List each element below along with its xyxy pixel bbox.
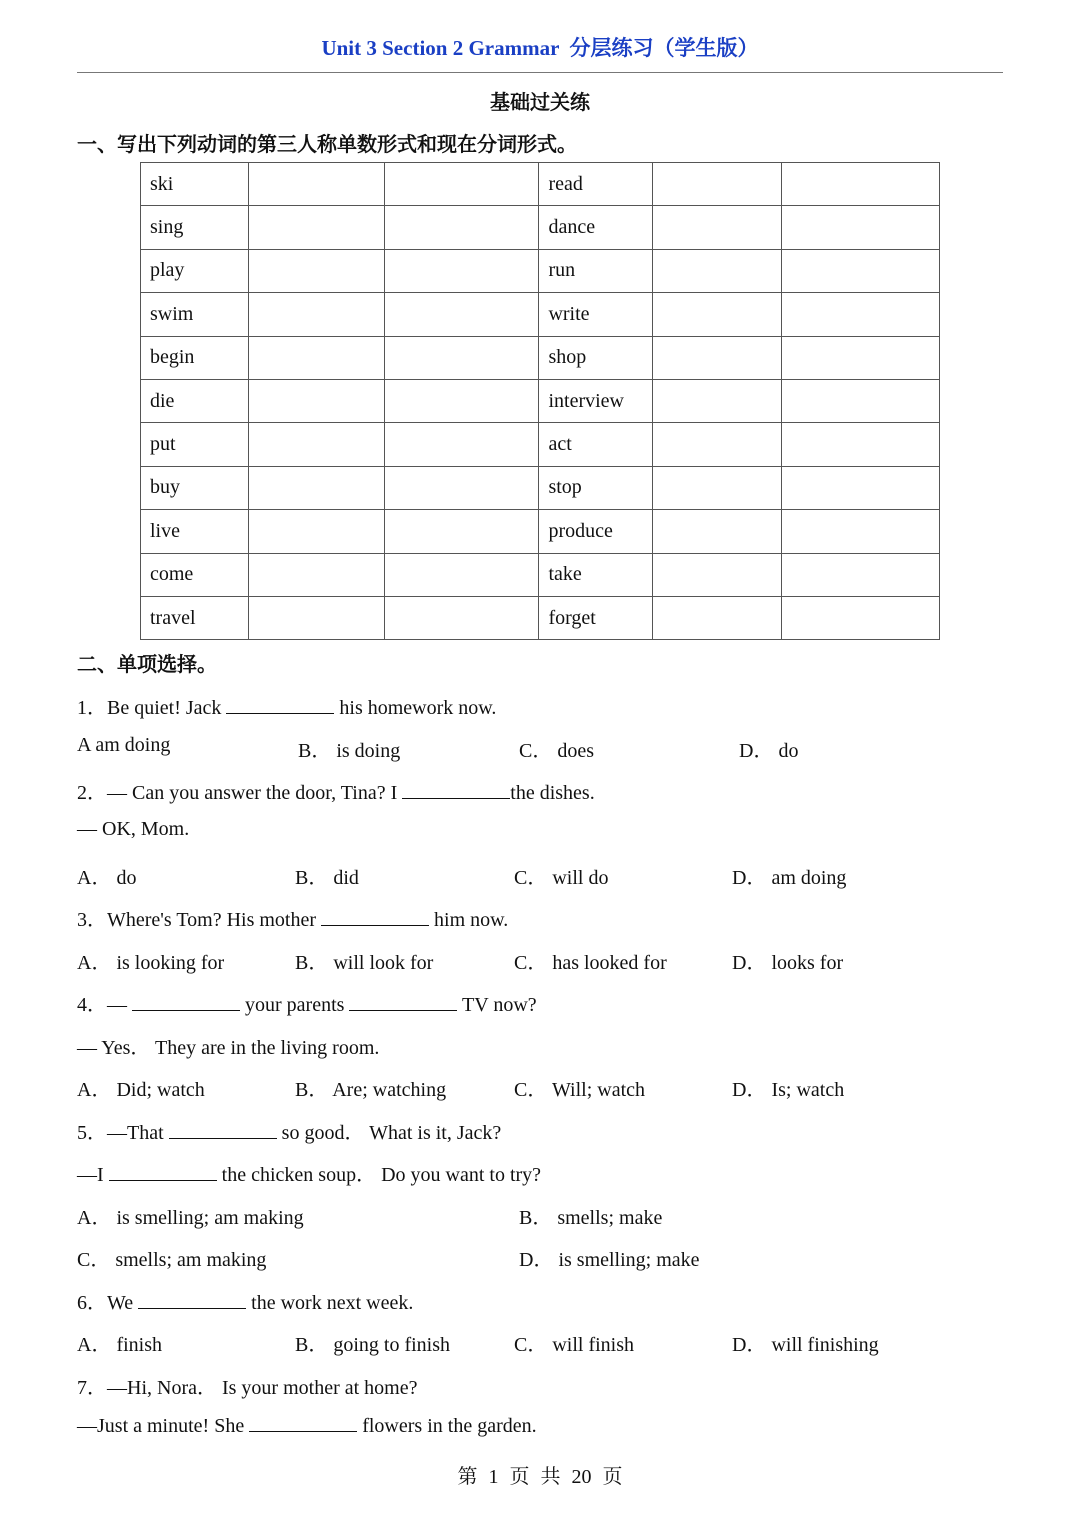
third-person-answer-cell[interactable] <box>653 336 782 379</box>
question-6-text: 6．We <box>77 1292 139 1314</box>
present-participle-answer-cell[interactable] <box>782 510 940 553</box>
verb-cell: shop <box>539 336 653 379</box>
answer-blank[interactable] <box>132 992 240 1011</box>
third-person-answer-cell[interactable] <box>248 466 384 509</box>
present-participle-answer-cell[interactable] <box>782 466 940 509</box>
q5-option-a: A． is smelling; am making <box>77 1207 304 1229</box>
page-header: Unit 3 Section 2 Grammar 分层练习（学生版） <box>321 36 759 60</box>
third-person-answer-cell[interactable] <box>653 206 782 249</box>
third-person-answer-cell[interactable] <box>248 163 384 206</box>
answer-blank[interactable] <box>349 992 457 1011</box>
present-participle-answer-cell[interactable] <box>384 206 539 249</box>
q2-option-a: A． do <box>77 867 137 889</box>
question-1-text: 1．Be quiet! Jack <box>77 697 227 719</box>
q1-option-b: B． is doing <box>298 740 401 762</box>
verb-cell: stop <box>539 466 653 509</box>
answer-blank[interactable] <box>402 780 510 799</box>
question-3-text: 3．Where's Tom? His mother <box>77 909 322 931</box>
verb-cell: buy <box>141 466 249 509</box>
present-participle-answer-cell[interactable] <box>384 423 539 466</box>
q4-option-d: D． Is; watch <box>732 1079 845 1101</box>
third-person-answer-cell[interactable] <box>248 379 384 422</box>
present-participle-answer-cell[interactable] <box>384 249 539 292</box>
question-4-text-end: TV now? <box>457 994 537 1016</box>
question-5-text: 5．—That <box>77 1122 169 1144</box>
q5-option-d: D． is smelling; make <box>519 1249 700 1271</box>
q6-option-d: D． will finishing <box>732 1334 879 1356</box>
question-4 <box>77 988 537 1017</box>
question-2-text-end: the dishes. <box>510 782 595 804</box>
q1-option-a: A am doing <box>77 734 171 756</box>
third-person-answer-cell[interactable] <box>653 596 782 639</box>
verb-cell: come <box>141 553 249 596</box>
answer-blank[interactable] <box>138 1290 246 1309</box>
verb-cell: play <box>141 249 249 292</box>
question-5-reply-text: —I <box>77 1164 109 1186</box>
verb-table-row <box>141 336 940 379</box>
present-participle-answer-cell[interactable] <box>384 379 539 422</box>
verb-table-row <box>141 163 940 206</box>
present-participle-answer-cell[interactable] <box>384 293 539 336</box>
verb-cell: ski <box>141 163 249 206</box>
q3-option-c: C． has looked for <box>514 952 667 974</box>
verb-table-row <box>141 510 940 553</box>
third-person-answer-cell[interactable] <box>248 336 384 379</box>
verb-cell: live <box>141 510 249 553</box>
verb-cell: interview <box>539 379 653 422</box>
present-participle-answer-cell[interactable] <box>384 596 539 639</box>
present-participle-answer-cell[interactable] <box>384 553 539 596</box>
question-2-reply: — OK, Mom. <box>77 818 190 840</box>
verb-table-row <box>141 466 940 509</box>
verb-table-row <box>141 423 940 466</box>
answer-blank[interactable] <box>249 1413 357 1432</box>
question-6 <box>77 1286 413 1315</box>
q2-option-c: C． will do <box>514 867 609 889</box>
third-person-answer-cell[interactable] <box>248 293 384 336</box>
question-5-reply <box>77 1158 541 1187</box>
q5-option-b: B． smells; make <box>519 1207 663 1229</box>
present-participle-answer-cell[interactable] <box>782 379 940 422</box>
third-person-answer-cell[interactable] <box>653 423 782 466</box>
question-5-reply-end: the chicken soup． Do you want to try? <box>216 1164 542 1186</box>
question-5 <box>77 1116 501 1145</box>
present-participle-answer-cell[interactable] <box>782 553 940 596</box>
third-person-answer-cell[interactable] <box>248 423 384 466</box>
verb-cell: write <box>539 293 653 336</box>
question-6-text-end: the work next week. <box>246 1292 414 1314</box>
verb-cell: travel <box>141 596 249 639</box>
header-rule <box>77 72 1003 73</box>
q6-option-a: A． finish <box>77 1334 162 1356</box>
third-person-answer-cell[interactable] <box>653 249 782 292</box>
verb-cell: dance <box>539 206 653 249</box>
answer-blank[interactable] <box>321 907 429 926</box>
answer-blank[interactable] <box>169 1120 277 1139</box>
question-5-text-end: so good． What is it, Jack? <box>276 1122 502 1144</box>
verb-cell: forget <box>539 596 653 639</box>
question-1-text-end: his homework now. <box>334 697 497 719</box>
page-subtitle: 基础过关练 <box>490 92 590 114</box>
q3-option-d: D． looks for <box>732 952 844 974</box>
question-4-text-mid: your parents <box>240 994 350 1016</box>
verb-table-row <box>141 293 940 336</box>
verb-table <box>140 162 940 640</box>
third-person-answer-cell[interactable] <box>248 249 384 292</box>
verb-table-row <box>141 206 940 249</box>
third-person-answer-cell[interactable] <box>653 379 782 422</box>
present-participle-answer-cell[interactable] <box>782 596 940 639</box>
question-1 <box>77 691 496 720</box>
q3-option-a: A． is looking for <box>77 952 225 974</box>
third-person-answer-cell[interactable] <box>248 553 384 596</box>
q2-option-b: B． did <box>295 867 359 889</box>
verb-cell: put <box>141 423 249 466</box>
present-participle-answer-cell[interactable] <box>782 163 940 206</box>
present-participle-answer-cell[interactable] <box>782 293 940 336</box>
present-participle-answer-cell[interactable] <box>384 466 539 509</box>
question-4-reply: — Yes． They are in the living room. <box>77 1037 380 1059</box>
question-7-reply <box>77 1413 537 1438</box>
section1-title: 一、写出下列动词的第三人称单数形式和现在分词形式。 <box>77 134 577 156</box>
q6-option-b: B． going to finish <box>295 1334 451 1356</box>
verb-cell: take <box>539 553 653 596</box>
question-4-text: 4．— <box>77 994 132 1016</box>
q2-option-d: D． am doing <box>732 867 847 889</box>
q3-option-b: B． will look for <box>295 952 434 974</box>
answer-blank[interactable] <box>109 1162 217 1181</box>
verb-cell: read <box>539 163 653 206</box>
question-3 <box>77 903 508 932</box>
present-participle-answer-cell[interactable] <box>782 206 940 249</box>
q4-option-a: A． Did; watch <box>77 1079 205 1101</box>
verb-table-row <box>141 553 940 596</box>
answer-blank[interactable] <box>226 695 334 714</box>
third-person-answer-cell[interactable] <box>653 466 782 509</box>
q6-option-c: C． will finish <box>514 1334 635 1356</box>
verb-cell: run <box>539 249 653 292</box>
verb-cell: begin <box>141 336 249 379</box>
question-7-reply-text: —Just a minute! She <box>77 1415 250 1437</box>
present-participle-answer-cell[interactable] <box>782 336 940 379</box>
verb-cell: swim <box>141 293 249 336</box>
verb-cell: act <box>539 423 653 466</box>
third-person-answer-cell[interactable] <box>653 293 782 336</box>
verb-cell: sing <box>141 206 249 249</box>
question-7: 7．—Hi, Nora． Is your mother at home? <box>77 1377 418 1399</box>
page-footer: 第 1 页 共 20 页 <box>457 1466 623 1488</box>
question-2-text: 2．— Can you answer the door, Tina? I <box>77 782 403 804</box>
verb-table-row <box>141 596 940 639</box>
third-person-answer-cell[interactable] <box>653 553 782 596</box>
present-participle-answer-cell[interactable] <box>384 336 539 379</box>
q1-option-c: C． does <box>519 740 594 762</box>
verb-table-row <box>141 379 940 422</box>
third-person-answer-cell[interactable] <box>248 596 384 639</box>
third-person-answer-cell[interactable] <box>248 206 384 249</box>
present-participle-answer-cell[interactable] <box>782 249 940 292</box>
q5-option-c: C． smells; am making <box>77 1249 267 1271</box>
third-person-answer-cell[interactable] <box>653 163 782 206</box>
present-participle-answer-cell[interactable] <box>384 510 539 553</box>
verb-cell: produce <box>539 510 653 553</box>
question-7-reply-end: flowers in the garden. <box>357 1415 537 1437</box>
verb-cell: die <box>141 379 249 422</box>
present-participle-answer-cell[interactable] <box>782 423 940 466</box>
question-2 <box>77 776 595 805</box>
third-person-answer-cell[interactable] <box>248 510 384 553</box>
question-3-text-end: him now. <box>429 909 509 931</box>
q1-option-d: D． do <box>739 740 799 762</box>
third-person-answer-cell[interactable] <box>653 510 782 553</box>
q4-option-b: B． Are; watching <box>295 1079 447 1101</box>
q4-option-c: C． Will; watch <box>514 1079 646 1101</box>
present-participle-answer-cell[interactable] <box>384 163 539 206</box>
verb-table-row <box>141 249 940 292</box>
section2-title: 二、单项选择。 <box>77 654 217 676</box>
